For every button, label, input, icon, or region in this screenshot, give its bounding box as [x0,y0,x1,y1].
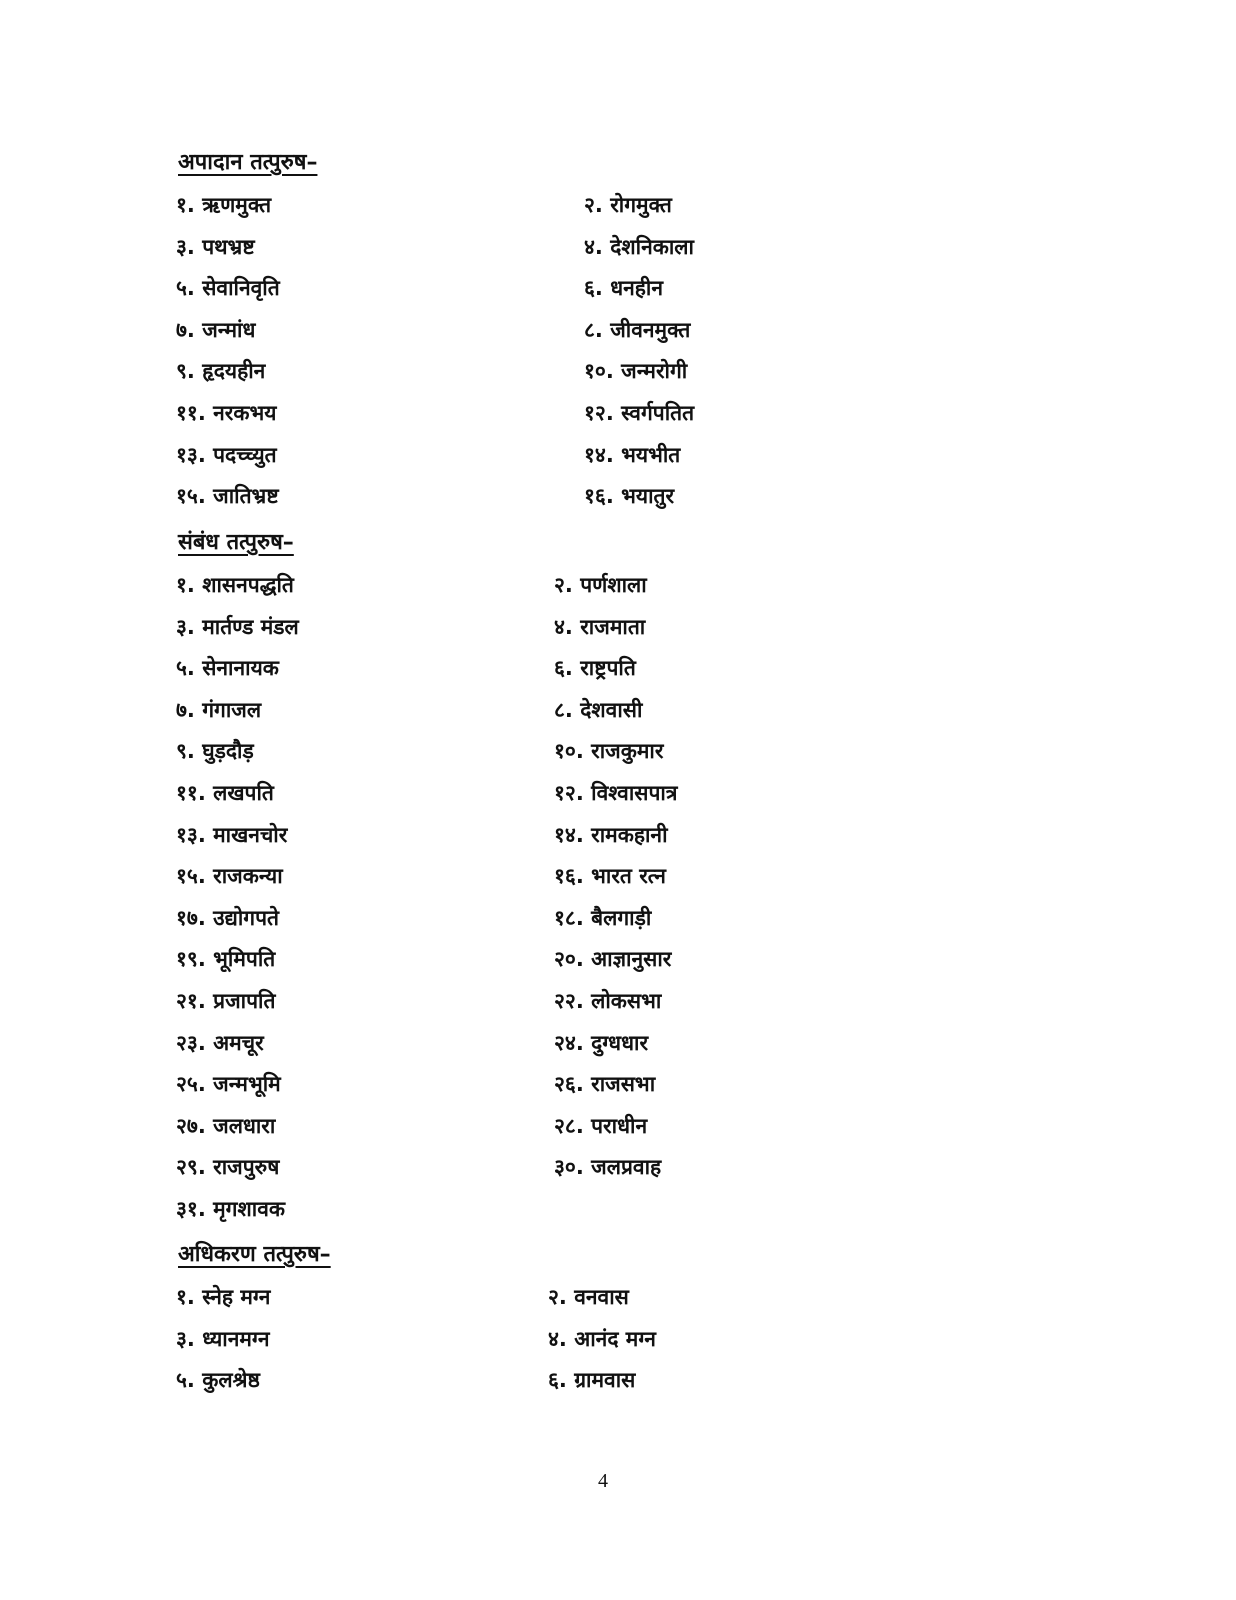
list-row [176,1366,876,1406]
list-item: ६. ग्रामवास [548,1368,636,1393]
list-row [176,904,876,944]
list-row [176,1112,876,1152]
list-item: ७. जन्मांध [176,317,256,342]
list-item: १९. भूमिपति [176,947,276,972]
list-row [176,274,876,314]
section-heading: अधिकरण तत्पुरुष– [178,1242,331,1267]
list-item: १. स्नेह मग्न [176,1285,271,1309]
list-item: २५. जन्मभूमि [176,1072,281,1097]
list-item: ५. कुलश्रेष्ठ [176,1368,260,1393]
list-item: १. शासनपद्धति [176,573,294,597]
list-item: २. रोगमुक्त [584,193,672,217]
list-item: ४. राजमाता [554,614,646,639]
list-item: २०. आज्ञानुसार [554,947,672,972]
list-item: १३. माखनचोर [176,822,288,847]
list-row [176,482,876,522]
list-item: ९. घुड़दौड़ [176,739,254,764]
list-row [176,441,876,481]
list-item: ३. ध्यानमग्न [176,1326,270,1351]
list-item: १. ऋणमुक्त [176,193,272,217]
list-row [176,571,876,611]
list-row [176,1195,876,1235]
list-item: ३. मार्तण्ड मंडल [176,614,299,639]
list-item: २८. पराधीन [554,1113,648,1138]
list-item: ५. सेनानायक [176,656,279,681]
list-item: ७. गंगाजल [176,697,262,722]
list-row [176,233,876,273]
list-row [176,357,876,397]
list-item: ५. सेवानिवृति [176,276,280,301]
list-item: ६. राष्ट्रपति [554,656,636,681]
list-item: २. वनवास [548,1285,629,1309]
list-item: १२. स्वर्गपतित [584,401,695,425]
list-item: २१. प्रजापति [176,989,276,1013]
list-row [176,399,876,439]
list-item: १५. जातिभ्रष्ट [176,484,279,509]
list-item: १५. राजकन्या [176,864,283,889]
list-item: २. पर्णशाला [554,573,647,597]
list-item: ६. धनहीन [584,276,664,301]
list-item: ३१. मृगशावक [176,1197,286,1221]
list-row [176,316,876,356]
list-item: २६. राजसभा [554,1072,656,1097]
list-item: ३. पथभ्रष्ट [176,234,255,259]
list-item: १७. उद्योगपते [176,905,280,930]
list-item: १४. रामकहानी [554,822,668,847]
list-item: ८. देशवासी [554,697,643,722]
list-row [176,779,876,819]
list-item: १६. भयातुर [584,484,675,509]
list-item: १२. विश्वासपात्र [554,781,678,805]
list-row [176,737,876,777]
list-item: ३०. जलप्रवाह [554,1155,662,1180]
list-item: १४. भयभीत [584,442,681,467]
list-item: १६. भारत रत्न [554,864,666,889]
list-item: ४. देशनिकाला [584,234,694,259]
list-item: १०. राजकुमार [554,739,664,764]
list-row [176,696,876,736]
list-row [176,1283,876,1323]
list-row [176,1325,876,1365]
list-item: २४. दुग्धधार [554,1030,649,1055]
list-item: ९. हृदयहीन [176,359,266,384]
list-item: २३. अमचूर [176,1030,264,1055]
section-heading: अपादान तत्पुरुष– [178,150,318,175]
list-row [176,945,876,985]
list-row [176,613,876,653]
list-item: २२. लोकसभा [554,989,662,1013]
list-item: १३. पदच्च्युत [176,442,277,467]
list-row [176,862,876,902]
list-row [176,191,876,231]
list-item: १०. जन्मरोगी [584,359,688,384]
section-heading: संबंध तत्पुरुष– [178,530,294,555]
list-row [176,987,876,1027]
list-row [176,1153,876,1193]
list-item: २७. जलधारा [176,1113,276,1138]
list-item: ११. नरकभय [176,401,277,425]
list-row [176,821,876,861]
list-row [176,1070,876,1110]
list-item: ४. आनंद मग्न [548,1326,656,1351]
list-item: ११. लखपति [176,781,274,805]
list-item: ८. जीवनमुक्त [584,317,691,342]
list-row [176,1029,876,1069]
list-row [176,654,876,694]
list-item: २९. राजपुरुष [176,1155,280,1180]
page-number: 4 [598,1470,608,1492]
list-item: १८. बैलगाड़ी [554,905,652,930]
